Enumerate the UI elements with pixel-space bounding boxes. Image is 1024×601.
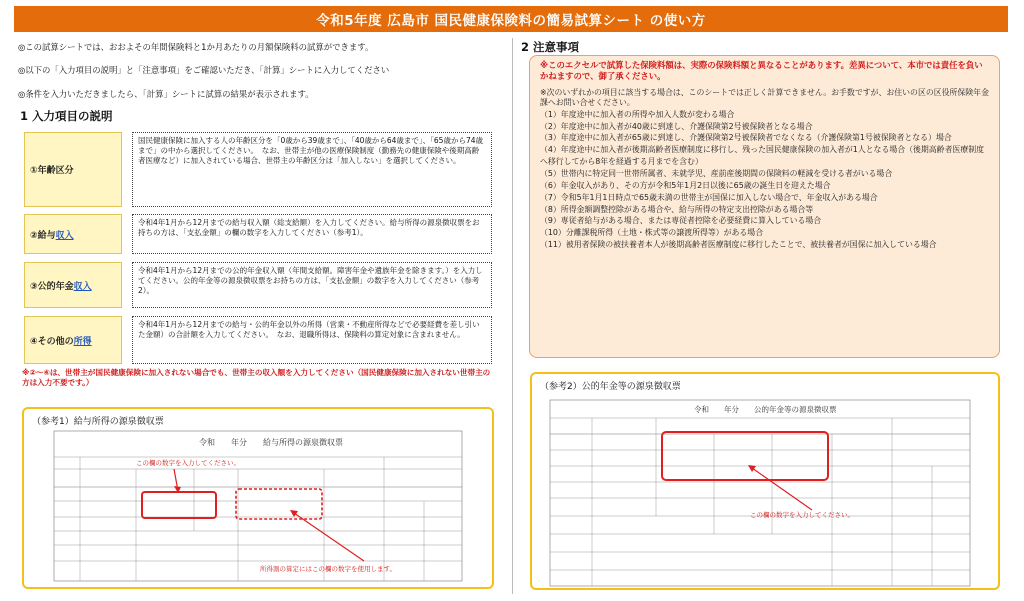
salary-slip-header: 令和 年分 給与所得の源泉徴収票 [199,438,343,447]
caution-item: （9）専従者給与がある場合、または専従者控除を必要経費に算入している場合 [540,216,822,226]
desc-salary: 令和4年1月から12月までの給与収入額（総支給額）を入力してください。給与所得の源泉徴収票をお持ちの方は、「支払金額」の欄の数字を入力してください（参考1）。 [132,214,492,254]
caution-item: （11）被用者保険の被扶養者本人が後期高齢者医療制度に移行したことで、被扶養者が国保に加入している場合 [540,240,937,250]
reference-1-title: （参考1）給与所得の源泉徴収票 [32,417,164,427]
intro-line-2: ◎以下の「入力項目の説明」と「注意事項」をご確認いただき、「計算」シートに入力してください [18,65,390,75]
income-warning: ※②～④は、世帯主が国民健康保険に加入されない場合でも、世帯主の収入額を入力してください（国民健康保険に加入されない世帯主の方は入力不要です。） [22,368,491,388]
label-other-income [24,316,122,364]
caution-note: ※次のいずれかの項目に該当する場合は、このシートでは正しく計算できません。お手数ですが、お住いの区の区役所保険年金課へお問い合せください。 [540,87,989,107]
caution-item: （2）年度途中に加入者が40歳に到達し、介護保険第2号被保険者となる場合 [540,121,813,131]
label-age-text: ①年齢区分 [30,166,74,176]
desc-other-income: 令和4年1月から12月までの給与・公的年金以外の所得（営業・不動産所得などで必要経費を差し引いた金額）の合計額を入力してください。 なお、退職所得は、保険料の算定対象に含まれません。 [132,316,492,364]
column-divider [512,38,513,594]
label-other-income-text: ④その他の [30,336,74,347]
section-1-heading: 1 入力項目の説明 [20,109,113,123]
caution-item: （8）所得金額調整控除がある場合や、給与所得の特定支出控除がある場合等 [540,204,814,214]
caution-item: （7）令和5年1月1日時点で65歳未満の世帯主が国保に加入しない場合で、年金収入がある場合 [540,192,878,202]
intro-line-3: ◎条件を入力いただきましたら、「計算」シートに試算の結果が表示されます。 [18,89,314,99]
label-pension-link[interactable]: 収入 [73,281,92,292]
ref2-annotation: この欄の数字を入力してください。 [750,511,854,519]
label-pension-text: ③公的年金 [30,281,74,292]
caution-item: （4）年度途中に加入者が後期高齢者医療制度に移行し、残った国民健康保険の加入者が1人となる場合（後期高齢者医療制度へ移行してから8年を経過する月までを含む） [540,145,985,167]
label-salary-text: ②給与 [30,230,56,241]
label-age [24,132,122,207]
label-other-income-link[interactable]: 所得 [73,336,92,347]
caution-item: （3）年度途中に加入者が65歳に到達し、介護保険第2号被保険者でなくなる（介護保険第1号被保険者となる）場合 [540,133,952,143]
label-salary-link[interactable]: 収入 [55,230,74,241]
reference-1-box [22,407,494,589]
caution-items [540,109,989,251]
pension-slip-header: 令和 年分 公的年金等の源泉徴収票 [694,405,837,414]
caution-item: （5）世帯内に特定同一世帯所属者、未就学児、産前産後期間の保険料の軽減を受ける者がいる場合 [540,169,893,179]
intro-line-1: ◎この試算シートでは、おおよその年間保険料と1か月あたりの月額保険料の試算ができます。 [18,42,374,52]
ref1-annotation-top: この欄の数字を入力してください。 [136,459,240,467]
caution-item: （6）年金収入があり、その方が令和5年1月2日以後に65歳の誕生日を迎えた場合 [540,180,831,190]
caution-item: （10）分離課税所得（土地・株式等の譲渡所得等）がある場合 [540,228,764,238]
label-pension [24,262,122,308]
reference-2-title: （参考2）公的年金等の源泉徴収票 [540,382,681,392]
caution-item: （1）年度途中に加入者の所得や加入人数が変わる場合 [540,109,735,119]
desc-age: 国民健康保険に加入する人の年齢区分を「0歳から39歳まで」、「40歳から64歳まで」、「65歳から74歳まで」の中から選択してください。 なお、世帯主が他の医療保険制度（勤務先の健康保険や後期高齢者医療など）に加入されている場合、世帯主の年齢区分は「加入しない」を選択してください。 [132,132,492,207]
label-salary [24,214,122,254]
reference-2-box [530,372,1000,590]
ref1-annotation-bottom: 所得割の算定にはこの欄の数字を使用します。 [260,565,396,573]
caution-box [529,55,1000,358]
caution-disclaimer: ※このエクセルで試算した保険料額は、実際の保険料額と異なることがあります。差異について、本市では責任を負いかねますので、御了承ください。 [540,60,983,81]
section-2-heading: 2 注意事項 [521,40,580,54]
page-title: 令和5年度 広島市 国民健康保険料の簡易試算シート の使い方 [14,6,1008,32]
salary-slip-form [24,409,492,587]
desc-pension: 令和4年1月から12月までの公的年金収入額（年間支給額。障害年金や遺族年金を除きます。）を入力してください。公的年金等の源泉徴収票をお持ちの方は、「支払金額」の数字を入力してください（参考2）。 [132,262,492,308]
